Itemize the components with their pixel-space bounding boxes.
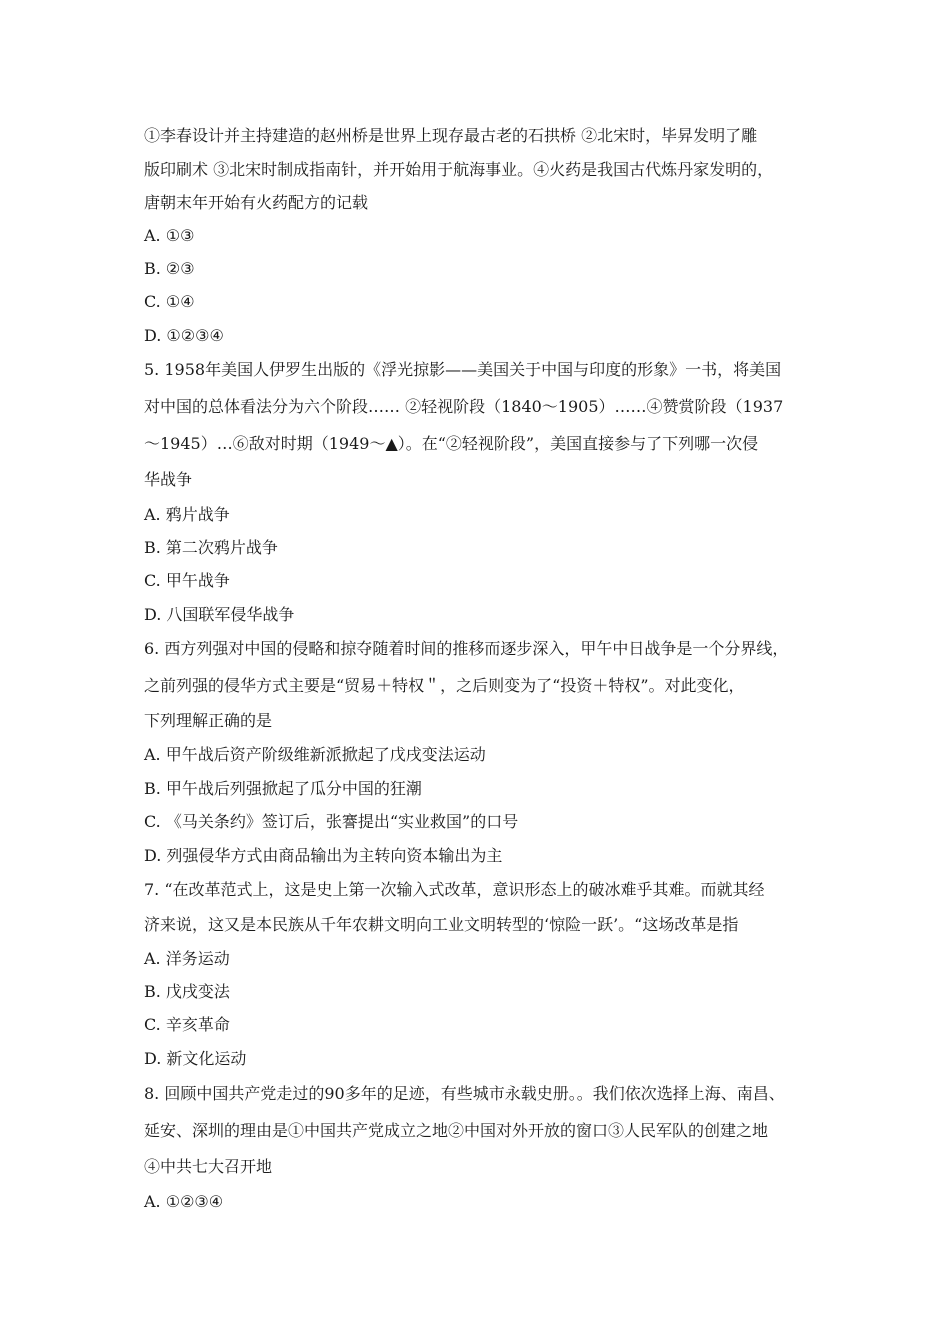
option-d: D. 新文化运动	[144, 1049, 247, 1068]
question-stem-line: 下列理解正确的是	[144, 711, 273, 730]
question-stem-line: 华战争	[144, 470, 193, 489]
option-d: D. 八国联军侵华战争	[144, 605, 295, 624]
question-stem-line: 5. 1958年美国人伊罗生出版的《浮光掠影——美国关于中国与印度的形象》一书，将美国	[144, 360, 782, 379]
question-stem-line: 8. 回顾中国共产党走过的90多年的足迹，有些城市永载史册。。我们依次选择上海、南昌、	[144, 1084, 785, 1103]
option-d: D. 列强侵华方式由商品输出为主转向资本输出为主	[144, 846, 503, 865]
question-stem-line: 6. 西方列强对中国的侵略和掠夺随着时间的推移而逐步深入，甲午中日战争是一个分界线，	[144, 639, 789, 658]
option-b: B. 第二次鸦片战争	[144, 538, 278, 557]
question-stem-line: 之前列强的侵华方式主要是“贸易＋特权＂，之后则变为了“投资＋特权”。对此变化，	[144, 676, 745, 695]
option-a: A. ①③	[144, 226, 195, 245]
question-stem-line: 版印刷术 ③北宋时制成指南针，并开始用于航海事业。④火药是我国古代炼丹家发明的，	[144, 160, 774, 179]
option-a: A. ①②③④	[144, 1192, 224, 1211]
option-b: B. 戊戌变法	[144, 982, 230, 1001]
option-c: C. 《马关条约》签订后，张謇提出“实业救国”的口号	[144, 812, 519, 831]
option-a: A. 甲午战后资产阶级维新派掀起了戊戌变法运动	[144, 745, 486, 764]
question-stem-line: 对中国的总体看法分为六个阶段…… ②轻视阶段（1840～1905）……④赞赏阶段（1937	[144, 397, 784, 416]
option-c: C. 甲午战争	[144, 571, 230, 590]
question-stem-line: ①李春设计并主持建造的赵州桥是世界上现存最古老的石拱桥 ②北宋时，毕昇发明了雕	[144, 126, 758, 145]
option-c: C. 辛亥革命	[144, 1015, 230, 1034]
question-stem-line: ～1945）…⑥敌对时期（1949～▲）。在“②轻视阶段”，美国直接参与了下列哪一次侵	[144, 434, 759, 453]
question-stem-line: 唐朝末年开始有火药配方的记载	[144, 193, 369, 212]
option-d: D. ①②③④	[144, 326, 224, 345]
question-stem-line: 7. “在改革范式上，这是史上第一次输入式改革，意识形态上的破冰难乎其难。而就其经	[144, 880, 765, 899]
option-a: A. 鸦片战争	[144, 505, 230, 524]
option-c: C. ①④	[144, 292, 195, 311]
option-a: A. 洋务运动	[144, 949, 230, 968]
option-b: B. 甲午战后列强掀起了瓜分中国的狂潮	[144, 779, 422, 798]
question-stem-line: 济来说，这又是本民族从千年农耕文明向工业文明转型的‘惊险一跃’。“这场改革是指	[144, 915, 739, 934]
question-stem-line: ④中共七大召开地	[144, 1157, 273, 1176]
option-b: B. ②③	[144, 259, 195, 278]
question-stem-line: 延安、深圳的理由是①中国共产党成立之地②中国对外开放的窗口③人民军队的创建之地	[144, 1121, 769, 1140]
